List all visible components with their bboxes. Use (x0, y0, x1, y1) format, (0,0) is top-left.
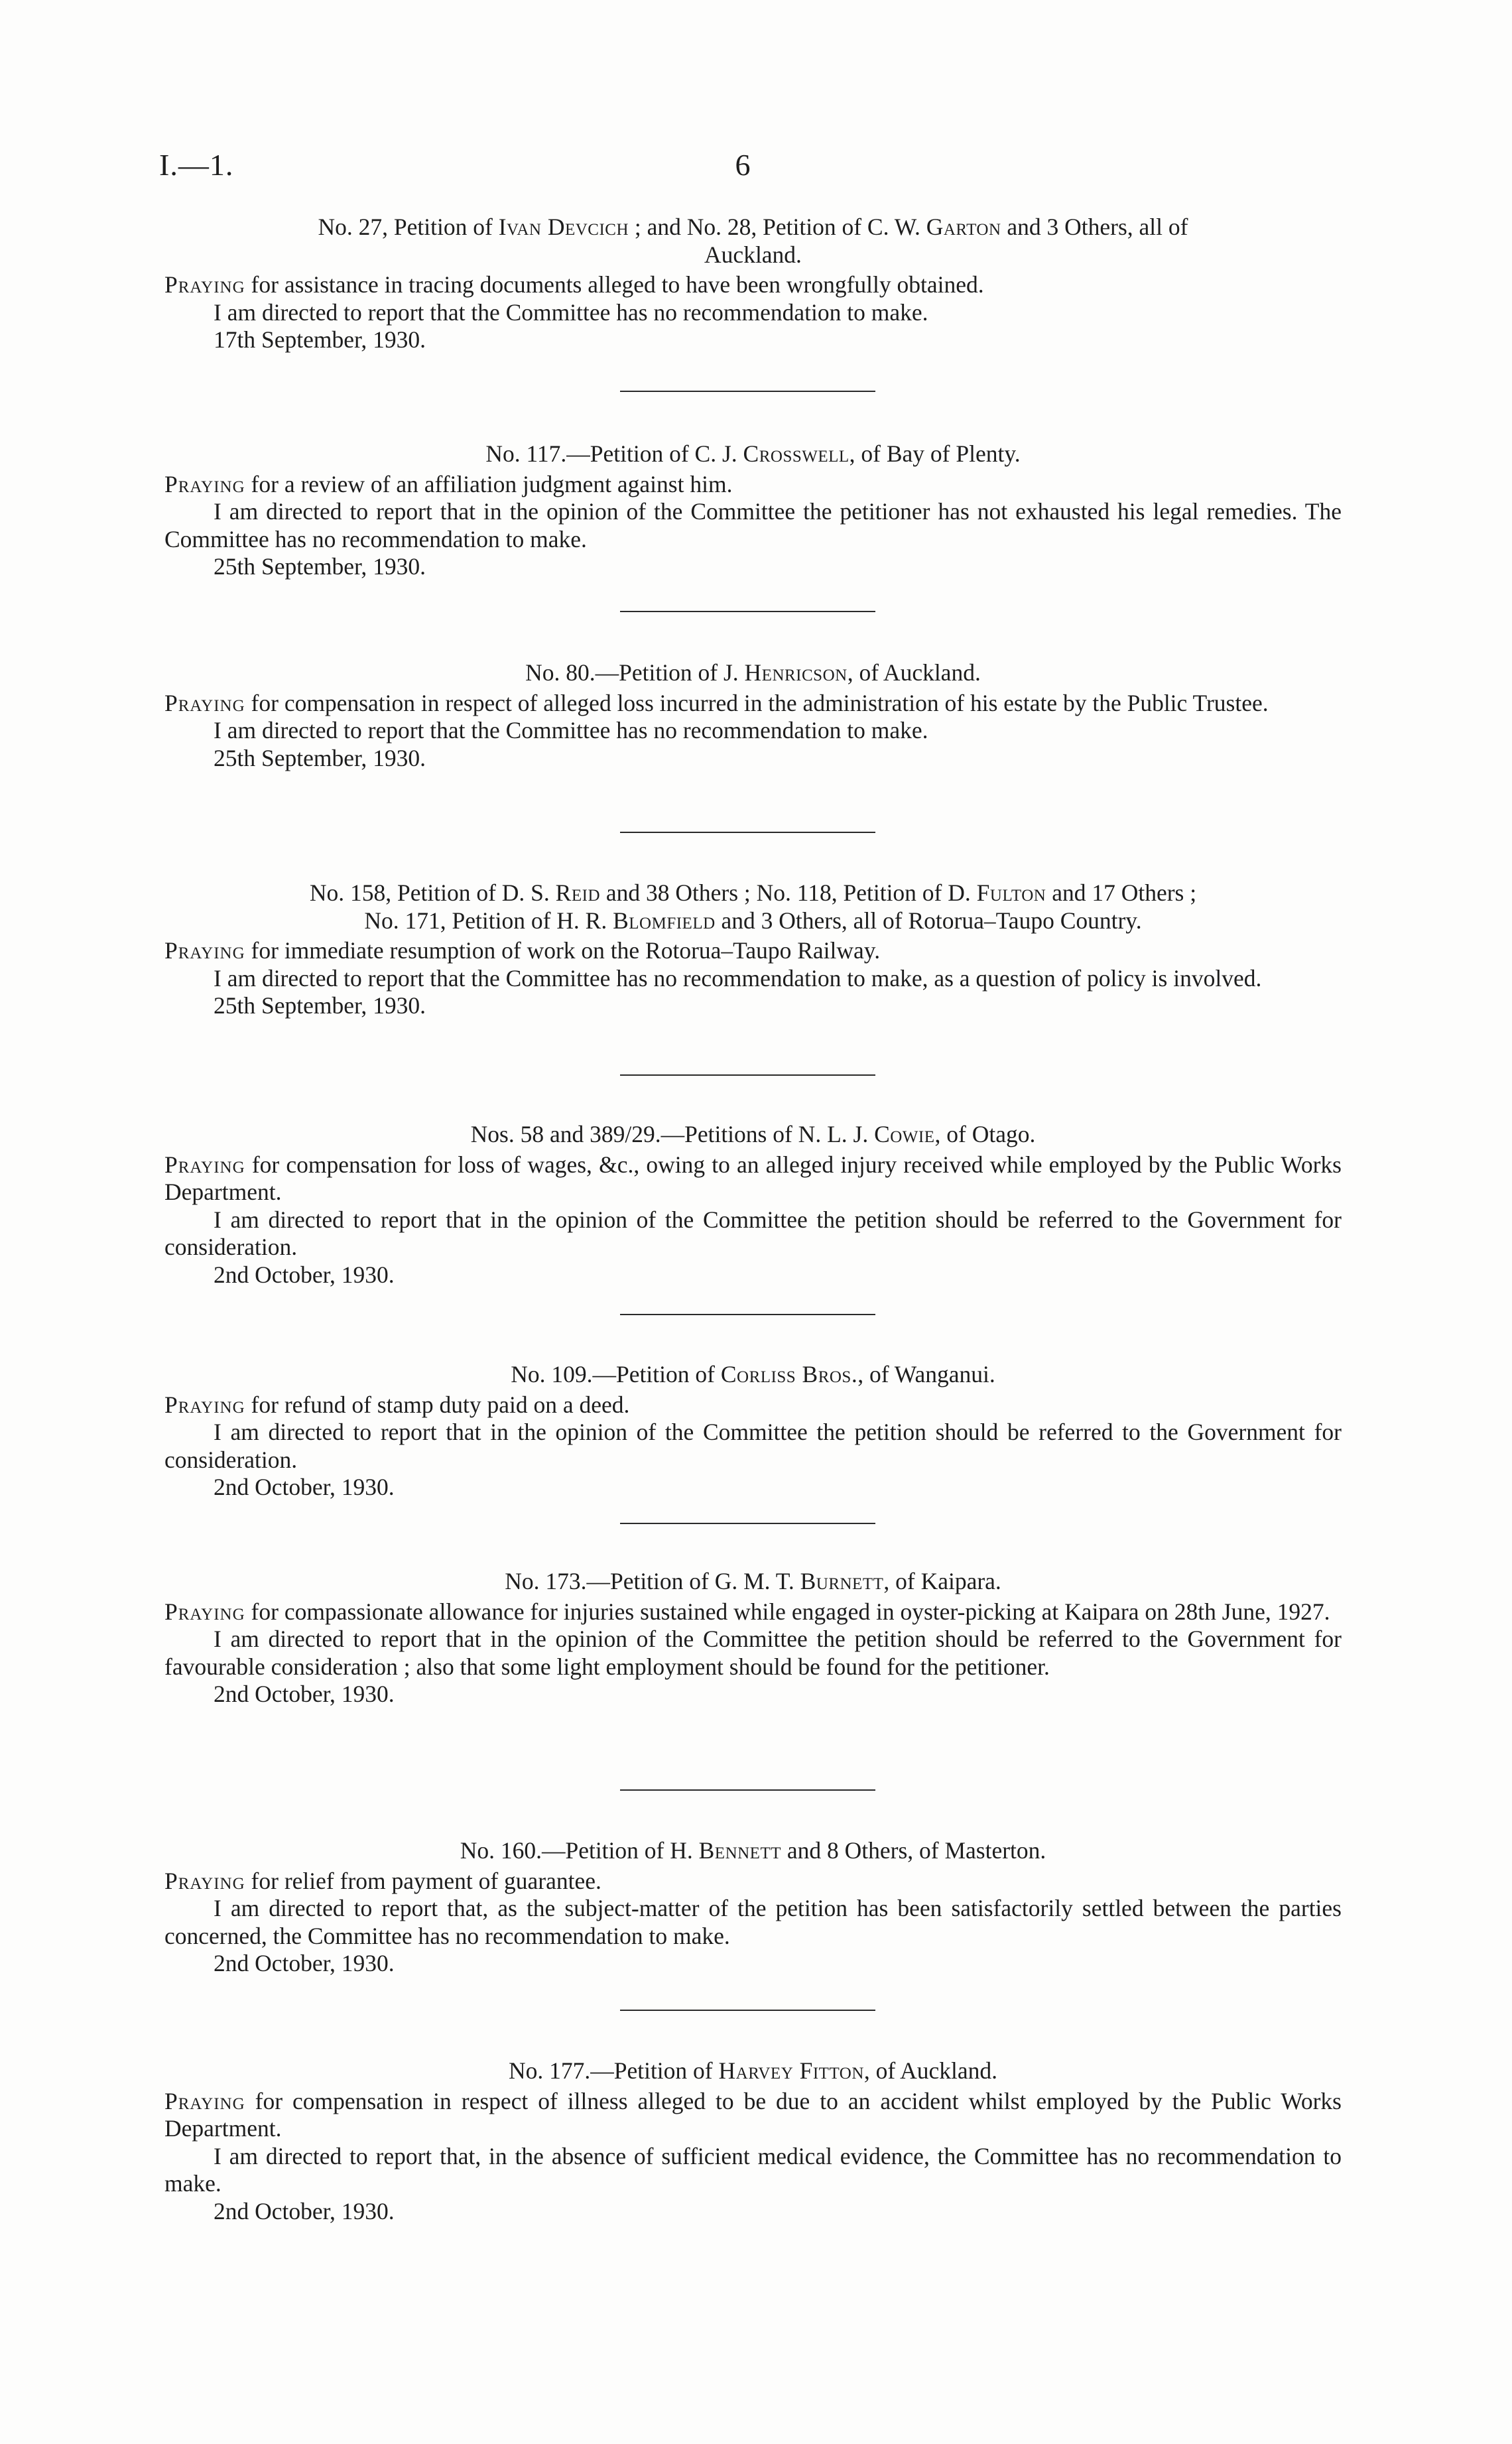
praying-paragraph (164, 1151, 1342, 1206)
petition-title (164, 1361, 1342, 1389)
report-text: I am directed to report that, as the subject-matter of the petition has been satisfactorily settled between the parties concerned, the Committee has no recommendation to make. (164, 1895, 1342, 1949)
petition-entry (164, 440, 1342, 581)
report-text: I am directed to report that in the opinion of the Committee the petition should be referred to the Government for consideration. (164, 1206, 1342, 1260)
title-text: Auckland. (704, 241, 802, 268)
title-text: , of Auckland. (847, 659, 981, 686)
report-date: 25th September, 1930. (214, 744, 426, 771)
praying-label: Praying (164, 1391, 245, 1418)
petition-title (164, 659, 1342, 687)
praying-paragraph (164, 271, 1342, 299)
petition-entry (164, 2057, 1342, 2225)
praying-label: Praying (164, 1867, 245, 1894)
petition-entry (164, 1837, 1342, 1978)
report-date: 25th September, 1930. (214, 992, 426, 1019)
report-date: 2nd October, 1930. (214, 1261, 395, 1288)
petitioner-name: Cowie (874, 1121, 935, 1147)
title-text: , of Otago. (934, 1121, 1036, 1147)
section-divider (620, 1789, 875, 1791)
praying-label: Praying (164, 937, 245, 964)
praying-text: for compensation in respect of alleged loss incurred in the administration of his estate by the Public Trustee. (245, 689, 1269, 716)
report-text: I am directed to report that in the opinion of the Committee the petition should be referred to the Government for consideration. (164, 1419, 1342, 1473)
petitioner-name: Harvey Fitton (718, 2057, 864, 2084)
report-paragraph (164, 1626, 1342, 1681)
title-text: , of Bay of Plenty. (849, 440, 1021, 467)
petition-entry (164, 879, 1342, 1020)
section-divider (620, 2010, 875, 2011)
report-paragraph (164, 498, 1342, 553)
petition-entry (164, 1121, 1342, 1289)
petitioner-name: Bennett (698, 1837, 781, 1864)
petitioner-name: Burnett (800, 1568, 884, 1594)
report-date: 2nd October, 1930. (214, 2197, 395, 2224)
petitioner-name: Blomfield (613, 907, 716, 934)
praying-text: for relief from payment of guarantee. (245, 1867, 601, 1894)
petitioner-name: Reid (555, 879, 601, 906)
report-date: 17th September, 1930. (214, 326, 426, 353)
praying-paragraph (164, 1391, 1342, 1419)
praying-label: Praying (164, 2087, 245, 2114)
report-paragraph (164, 1419, 1342, 1474)
title-text: No. 80.—Petition of J. (525, 659, 745, 686)
section-divider (620, 1523, 875, 1524)
praying-text: for assistance in tracing documents alleged to have been wrongfully obtained. (245, 271, 984, 298)
report-paragraph (164, 965, 1342, 993)
page-number: 6 (735, 148, 751, 182)
petition-title (164, 440, 1342, 468)
section-divider (620, 611, 875, 612)
petitioner-name: Crosswell (743, 440, 850, 467)
petition-entry (164, 1361, 1342, 1502)
section-divider (620, 1314, 875, 1315)
title-text: ; and No. 28, Petition of C. W. (629, 214, 926, 240)
report-paragraph (164, 2143, 1342, 2198)
report-paragraph (164, 1895, 1342, 1950)
praying-label: Praying (164, 271, 245, 298)
report-text: I am directed to report that the Committee has no recommendation to make, as a question of policy is involved. (214, 964, 1262, 992)
petitioner-name: Ivan Devcich (498, 214, 629, 240)
praying-text: for a review of an affiliation judgment against him. (245, 470, 733, 497)
praying-paragraph (164, 2088, 1342, 2143)
title-text: No. 177.—Petition of (508, 2057, 719, 2084)
praying-label: Praying (164, 1598, 245, 1625)
petitioner-name: Fulton (976, 879, 1046, 906)
title-text: and 8 Others, of Masterton. (781, 1837, 1046, 1864)
petition-entry (164, 659, 1342, 772)
praying-text: for compensation for loss of wages, &c., owing to an alleged injury received while employed by the Public Works Department. (164, 1151, 1342, 1205)
praying-paragraph (164, 1598, 1342, 1626)
title-text: Nos. 58 and 389/29.—Petitions of N. L. J. (470, 1121, 875, 1147)
petition-entry (164, 1568, 1342, 1708)
petitioner-name: Garton (926, 214, 1001, 240)
report-paragraph (164, 1206, 1342, 1261)
praying-text: for compassionate allowance for injuries sustained while engaged in oyster-picking at Kaipara on 28th June, 1927. (245, 1598, 1330, 1625)
petition-title (164, 879, 1342, 934)
petitioner-name: Corliss Bros. (720, 1361, 858, 1387)
petition-title (164, 1568, 1342, 1596)
report-paragraph: I am directed to report that the Committee has no recommendation to make. (214, 717, 928, 743)
title-text: and 3 Others, all of Rotorua–Taupo Country. (715, 907, 1142, 934)
title-text: No. 27, Petition of (318, 214, 499, 240)
praying-label: Praying (164, 470, 245, 497)
report-paragraph: I am directed to report that the Committee has no recommendation to make. (214, 298, 928, 326)
title-text: No. 160.—Petition of H. (460, 1837, 699, 1864)
praying-paragraph (164, 471, 1342, 499)
title-text: , of Wanganui. (857, 1361, 995, 1387)
praying-text: for compensation in respect of illness alleged to be due to an accident whilst employed by the Public Works Department. (164, 2087, 1342, 2142)
report-date: 2nd October, 1930. (214, 1474, 395, 1500)
title-text: No. 117.—Petition of C. J. (485, 440, 743, 467)
section-divider (620, 832, 875, 833)
title-text: and 38 Others ; No. 118, Petition of D. (600, 879, 977, 906)
petition-entry (164, 214, 1342, 354)
title-text: No. 158, Petition of D. S. (309, 879, 556, 906)
praying-label: Praying (164, 1151, 245, 1178)
report-date: 2nd October, 1930. (214, 1681, 395, 1707)
title-text: , of Kaipara. (883, 1568, 1001, 1594)
title-text: No. 173.—Petition of G. M. T. (505, 1568, 800, 1594)
paper-series-number: I.—1. (159, 148, 234, 182)
section-divider (620, 391, 875, 392)
title-text: , of Auckland. (863, 2057, 998, 2084)
praying-paragraph (164, 690, 1342, 718)
praying-label: Praying (164, 689, 245, 716)
report-text: I am directed to report that, in the absence of sufficient medical evidence, the Committee has no recommendation to make. (164, 2142, 1342, 2197)
title-text: No. 171, Petition of H. R. (364, 907, 613, 934)
title-text: and 3 Others, all of (1001, 214, 1188, 240)
report-text: I am directed to report that in the opinion of the Committee the petition should be referred to the Government for favourable consideration ; also that some light employment should be found for the petitioner. (164, 1626, 1342, 1680)
petitioner-name: Henricson (744, 659, 848, 686)
praying-paragraph (164, 937, 1342, 965)
petition-title (164, 1837, 1342, 1865)
praying-text: for refund of stamp duty paid on a deed. (245, 1391, 630, 1418)
report-text: I am directed to report that in the opinion of the Committee the petitioner has not exhausted his legal remedies. The Committee has no recommendation to make. (164, 498, 1342, 552)
title-text: and 17 Others ; (1046, 879, 1197, 906)
petition-title (164, 2057, 1342, 2085)
report-date: 25th September, 1930. (214, 553, 426, 580)
praying-paragraph (164, 1868, 1342, 1896)
praying-text: for immediate resumption of work on the Rotorua–Taupo Railway. (245, 937, 881, 964)
report-date: 2nd October, 1930. (214, 1950, 395, 1976)
petition-title (164, 214, 1342, 269)
petition-title (164, 1121, 1342, 1149)
section-divider (620, 1074, 875, 1076)
title-text: No. 109.—Petition of (511, 1361, 721, 1387)
